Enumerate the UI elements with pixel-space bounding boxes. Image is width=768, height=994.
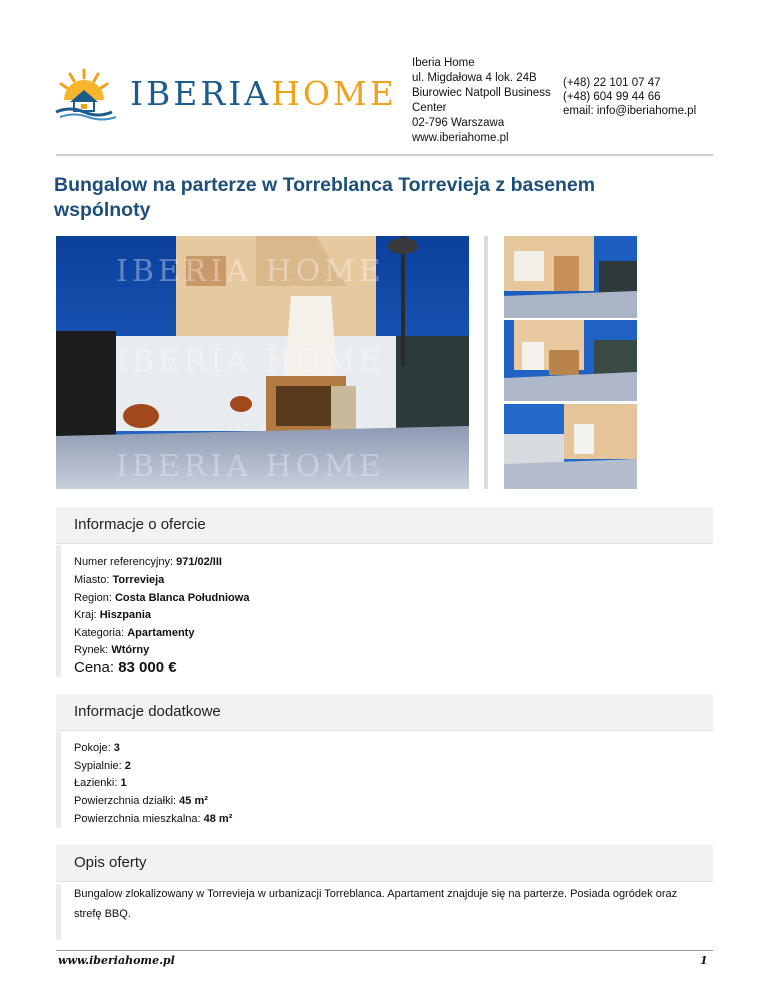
company-address: [412, 56, 551, 146]
thumbnail-photo[interactable]: [504, 236, 637, 318]
phone-2[interactable]: (+48) 604 99 44 66: [563, 91, 661, 103]
info-row: Pokoje: 3: [74, 742, 120, 754]
company-logo: [54, 66, 397, 122]
main-photo[interactable]: [56, 236, 469, 489]
info-row: Sypialnie: 2: [74, 760, 131, 772]
offer-info-section: [56, 545, 718, 677]
sun-house-icon: [54, 66, 126, 122]
address-line: 02-796 Warszawa: [412, 117, 505, 129]
logo-wordmark: IBERIAHOME: [130, 74, 397, 113]
section-title: Informacje dodatkowe: [74, 703, 221, 720]
info-row: Rynek: Wtórny: [74, 644, 150, 656]
extra-info-section: [56, 732, 718, 828]
info-row: Kategoria: Apartamenty: [74, 627, 195, 639]
email-link[interactable]: email: info@iberiahome.pl: [563, 105, 697, 117]
website-link[interactable]: www.iberiahome.pl: [412, 132, 509, 144]
photo-watermark: IBERIA HOME: [116, 449, 385, 484]
thumbnail-photo[interactable]: [504, 320, 637, 401]
phone-1[interactable]: (+48) 22 101 07 47: [563, 77, 661, 89]
page-title: Bungalow na parterze w Torreblanca Torrevieja z basenem wspólnoty: [54, 174, 596, 221]
info-row: Numer referencyjny: 971/02/III: [74, 556, 222, 568]
description-text: Bungalow zlokalizowany w Torrevieja w urbanizacji Torreblanca. Apartament znajduje się na parterze. Posiada ogródek oraz strefę BBQ.: [74, 888, 678, 920]
description-heading: [56, 845, 713, 882]
page-number: 1: [700, 954, 708, 967]
footer-divider: [56, 950, 713, 951]
info-row: Łazienki: 1: [74, 777, 127, 789]
section-title: Informacje o ofercie: [74, 516, 206, 533]
footer-url[interactable]: www.iberiahome.pl: [58, 954, 175, 967]
address-line: ul. Migdałowa 4 lok. 24B: [412, 72, 537, 84]
price: Cena: 83 000 €: [74, 659, 177, 676]
description-section: [56, 884, 718, 940]
photo-separator: [484, 236, 488, 489]
section-title: Opis oferty: [74, 854, 147, 871]
header-divider: [56, 154, 713, 156]
photo-watermark: IBERIA HOME: [116, 344, 385, 379]
company-contact: [563, 76, 696, 118]
thumbnail-photo[interactable]: [504, 404, 637, 489]
info-row: Kraj: Hiszpania: [74, 609, 152, 621]
photo-watermark: IBERIA HOME: [116, 254, 385, 289]
info-row: Powierzchnia działki: 45 m²: [74, 795, 208, 807]
info-row: Miasto: Torrevieja: [74, 574, 165, 586]
address-line: Center: [412, 102, 447, 114]
info-row: Powierzchnia mieszkalna: 48 m²: [74, 813, 233, 825]
offer-info-heading: [56, 507, 713, 544]
address-line: Biurowiec Natpoll Business: [412, 87, 551, 99]
extra-info-heading: [56, 694, 713, 731]
address-line: Iberia Home: [412, 57, 475, 69]
info-row: Region: Costa Blanca Południowa: [74, 592, 250, 604]
